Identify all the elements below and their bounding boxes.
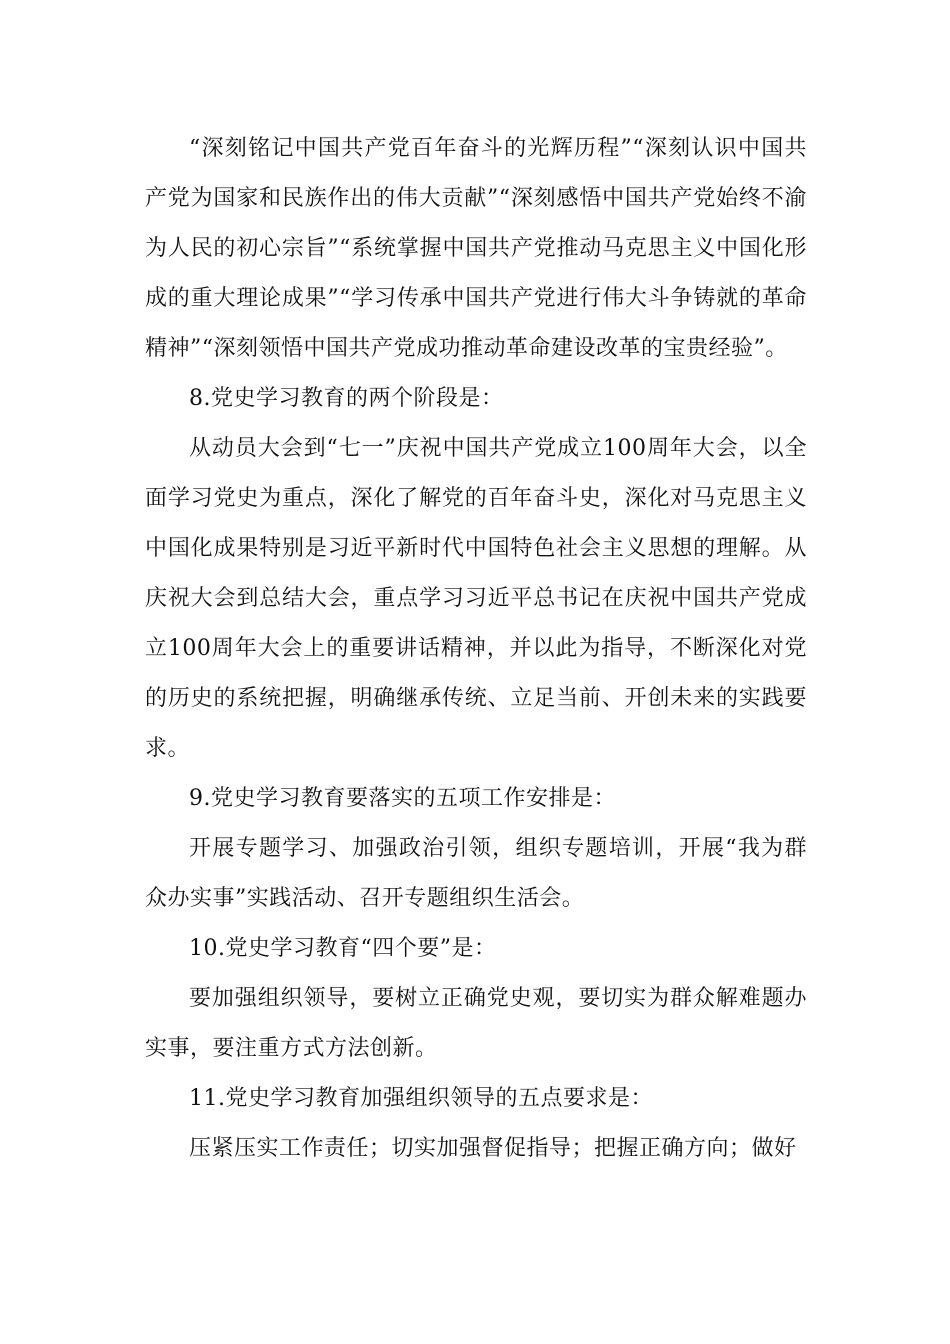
paragraph-item-8-answer: 从动员大会到“七一”庆祝中国共产党成立100周年大会，以全面学习党史为重点，深化了解党的百年奋斗史，深化对马克思主义中国化成果特别是习近平新时代中国特色社会主义思想的理解。从庆祝大会到总结大会，重点学习习近平总书记在庆祝中国共产党成立100周年大会上的重要讲话精神，并以此为指导，不断深化对党的历史的系统把握，明确继承传统、立足当前、开创未来的实践要求。 [145, 436, 807, 761]
heading-item-9: 9.党史学习教育要落实的五项工作安排是： [189, 786, 616, 811]
document-body [145, 124, 807, 1174]
heading-item-10: 10.党史学习教育“四个要”是： [189, 936, 497, 961]
heading-item-8: 8.党史学习教育的两个阶段是： [189, 386, 504, 411]
heading-item-11: 11.党史学习教育加强组织领导的五点要求是： [189, 1086, 653, 1111]
paragraph-item-9-answer: 开展专题学习、加强政治引领，组织专题培训，开展“我为群众办实事”实践活动、召开专题组织生活会。 [145, 836, 807, 911]
paragraph-item-10-answer: 要加强组织领导，要树立正确党史观，要切实为群众解难题办实事，要注重方式方法创新。 [145, 986, 807, 1061]
paragraph-item-11-answer: 压紧压实工作责任；切实加强督促指导；把握正确方向；做好 [189, 1136, 797, 1161]
paragraph-intro-quotes: “深刻铭记中国共产党百年奋斗的光辉历程”“深刻认识中国共产党为国家和民族作出的伟大贡献”“深刻感悟中国共产党始终不渝为人民的初心宗旨”“系统掌握中国共产党推动马克思主义中国化形成的重大理论成果”“学习传承中国共产党进行伟大斗争铸就的革命精神”“深刻领悟中国共产党成功推动革命建设改革的宝贵经验”。 [145, 136, 807, 361]
